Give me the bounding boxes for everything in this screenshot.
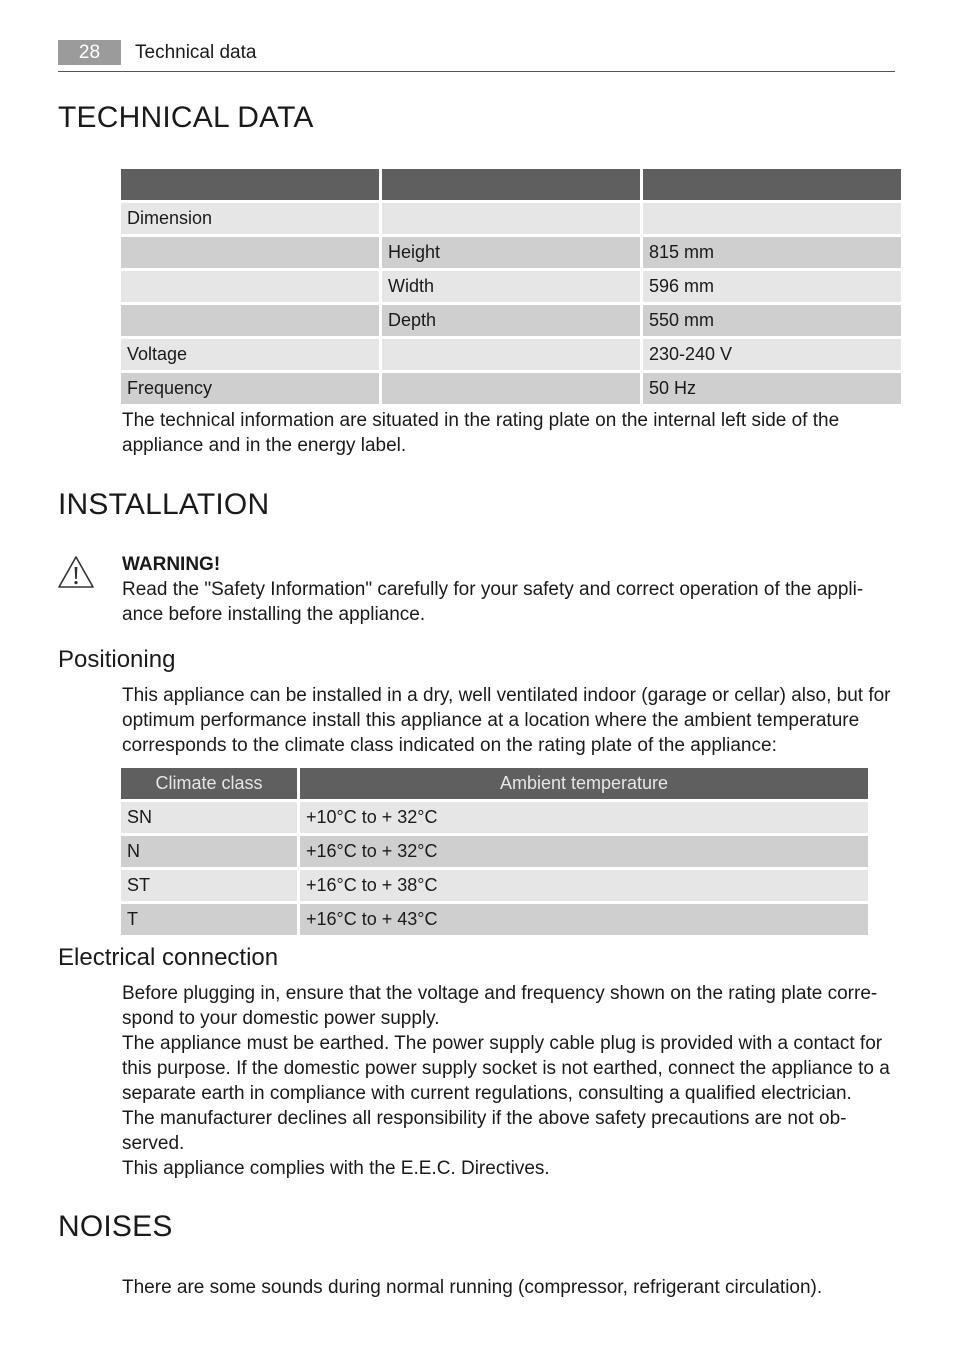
header-rule <box>58 71 895 72</box>
electrical-connection-text: Before plugging in, ensure that the voltage and frequency shown on the rating plate corre-spond to your domestic power supply. The appliance must be earthed. The power supply cable plug is provided with a contact for this purpose. If the domestic power supply socket is not earthed, connect the appliance to a separate earth in compliance with current regulations, consulting a qualified electrician. The manufacturer declines all responsibility if the above safety precautions are not ob-served. This appliance complies with the E.E.C. Directives. <box>122 983 890 1179</box>
installation-heading: INSTALLATION <box>58 488 270 521</box>
table-header-cell: Ambient temperature <box>300 768 868 799</box>
table-cell: 230-240 V <box>643 339 901 370</box>
table-cell: +16°C to + 38°C <box>300 870 868 901</box>
positioning-heading: Positioning <box>58 646 176 673</box>
table-cell: Height <box>382 237 640 268</box>
technical-data-heading: TECHNICAL DATA <box>58 101 314 134</box>
table-cell: SN <box>121 802 297 833</box>
table-header-cell <box>643 169 901 200</box>
table-cell: +16°C to + 43°C <box>300 904 868 935</box>
table-cell: 550 mm <box>643 305 901 336</box>
table-cell: +10°C to + 32°C <box>300 802 868 833</box>
table-cell <box>121 237 379 268</box>
noises-text: There are some sounds during normal running (compressor, refrigerant circulation). <box>122 1277 823 1298</box>
table-cell: N <box>121 836 297 867</box>
table-cell: Width <box>382 271 640 302</box>
table-cell: Voltage <box>121 339 379 370</box>
positioning-text: This appliance can be installed in a dry, well ventilated indoor (garage or cellar) also, but for optimum performance install this appliance at a location where the ambient temperature corresponds to the climate class indicated on the rating plate of the appliance: <box>122 685 891 756</box>
table-row <box>121 904 868 935</box>
table-header-cell: Climate class <box>121 768 297 799</box>
warning-title: WARNING! <box>122 554 221 575</box>
table-cell: Depth <box>382 305 640 336</box>
table-row <box>121 373 901 404</box>
table-row <box>121 237 901 268</box>
table-row <box>121 271 901 302</box>
table-cell: 50 Hz <box>643 373 901 404</box>
table-cell: 815 mm <box>643 237 901 268</box>
table-cell: +16°C to + 32°C <box>300 836 868 867</box>
table-row <box>121 802 868 833</box>
technical-note: The technical information are situated in the rating plate on the internal left side of the appliance and in the energy label. <box>122 410 840 456</box>
noises-heading: NOISES <box>58 1210 173 1243</box>
table-cell <box>382 203 640 234</box>
table-cell: T <box>121 904 297 935</box>
table-header-cell <box>382 169 640 200</box>
table-row <box>121 203 901 234</box>
table-header-row <box>121 169 901 200</box>
table-cell <box>643 203 901 234</box>
table-cell <box>121 305 379 336</box>
table-row <box>121 305 901 336</box>
electrical-connection-heading: Electrical connection <box>58 944 279 971</box>
table-header-cell <box>121 169 379 200</box>
table-row <box>121 836 868 867</box>
table-row <box>121 339 901 370</box>
table-cell <box>382 339 640 370</box>
table-cell: 596 mm <box>643 271 901 302</box>
running-header: Technical data <box>135 42 257 63</box>
warning-text: Read the "Safety Information" carefully for your safety and correct operation of the appli-ance before installing the appliance. <box>122 579 864 625</box>
table-cell: ST <box>121 870 297 901</box>
technical-data-table <box>118 166 904 407</box>
table-cell <box>382 373 640 404</box>
warning-triangle-icon <box>57 554 95 590</box>
table-cell: Frequency <box>121 373 379 404</box>
page-number: 28 <box>58 40 121 65</box>
climate-class-table <box>118 765 871 938</box>
table-cell: Dimension <box>121 203 379 234</box>
table-row <box>121 870 868 901</box>
table-cell <box>121 271 379 302</box>
table-header-row <box>121 768 868 799</box>
